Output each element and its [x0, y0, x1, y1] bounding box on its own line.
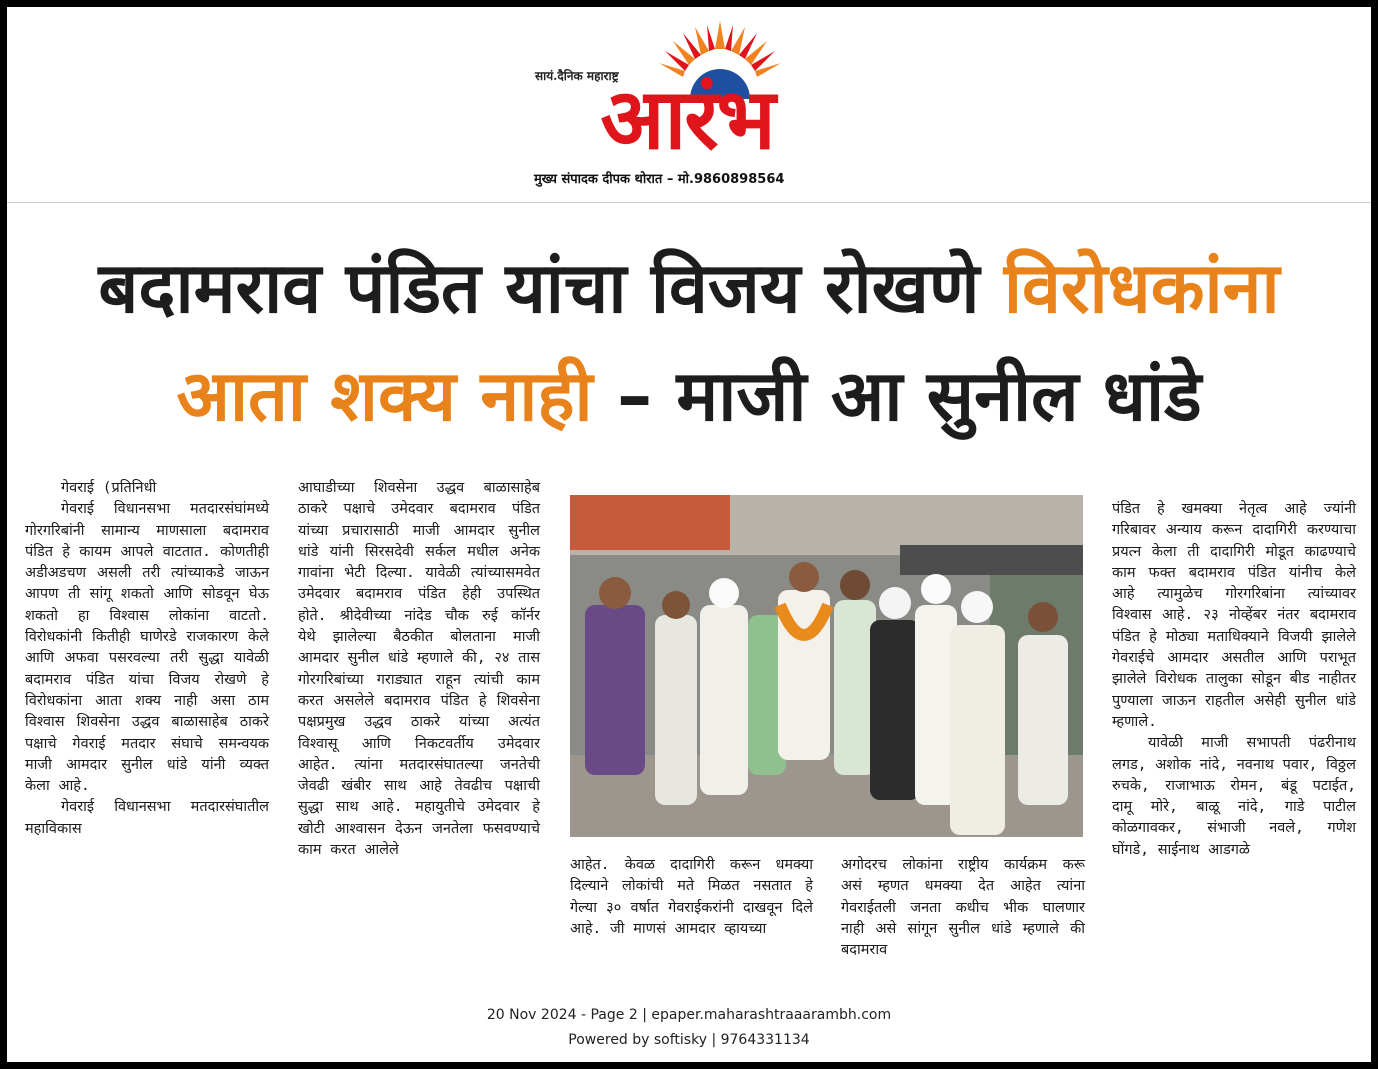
epaper-page: [7, 7, 1371, 1062]
article-paragraph: यावेळी माजी सभापती पंढरीनाथ लगड, अशोक नांदे, नवनाथ पवार, विठ्ठल रुचके, राजाभाऊ रोमन, बंडू पटाईत, दामू मोरे, बाळू नांदे, गाडे पाटील कोळगावकर, संभाजी नवले, गणेश घोंगडे, साईनाथ आडगळे: [1112, 735, 1357, 858]
article-paragraph: गेवराई विधानसभा मतदारसंघांमध्ये गोरगरिबांनी सामान्य माणसाला बदामराव पंडित हे कायम आपले वाटतात. कोणतीही अडीअडचण असली तरी त्यांच्याकडे जाऊन आपण ती सांगू शकतो आणि सोडवून घेऊ शकतो हा विश्वास लोकांना वाटतो. विरोधकांनी कितीही घाणेरडे राजकारण केले आणि अफवा पसरवल्या तरी सुद्धा यावेळी बदामराव पंडित यांचा विजय रोखणे हे विरोधकांना आता शक्य नाही असा ठाम विश्वास शिवसेना उद्धव बाळासाहेब ठाकरे पक्षाचे गेवराई मतदार संघाचे समन्वयक माजी आमदार सुनील धांडे यांनी व्यक्त केला आहे.: [25, 501, 269, 795]
article-paragraph: गेवराई विधानसभा मतदारसंघातील महाविकास: [25, 799, 269, 837]
article-paragraph: पंडित हे खमक्या नेतृत्व आहे ज्यांनी गरिबावर अन्याय करून दादागिरी करण्याचा प्रयत्न केला ती दादागिरी मोडूत काढण्याचे काम फक्त बदामराव पंडित यांनीच केले आहे त्यामुळेच गोरगरिबांना त्यांच्यावर विश्वास आहे. २३ नोव्हेंबर नंतर बदामराव पंडित हे मोठ्या मताधिक्याने विजयी झालेले गेवराईचे आमदार असतील आणि पराभूत झालेले विरोधक तालुका सोडून बीड नाहीतर पुण्याला जाऊन राहतील असेही सुनील धांडे म्हणाले.: [1112, 501, 1356, 730]
masthead-divider: [7, 202, 1371, 203]
newspaper-logo: आरंभ: [600, 70, 774, 168]
headline-dark-part: बदामराव पंडित यांचा विजय रोखणे: [98, 247, 980, 329]
article-paragraph: आहेत. केवळ दादागिरी करून धमक्या दिल्याने लोकांची मते मिळत नसतात हे गेल्या ३० वर्षात गेवराईकरांनी दाखवून दिले आहे. जी माणसं आमदार व्हायच्या: [570, 857, 813, 937]
article-column-1: [25, 478, 269, 840]
masthead-tagline: सायं.दैनिक महाराष्ट्र: [535, 69, 619, 83]
article-column-3: [570, 855, 813, 940]
article-column-4: [841, 855, 1085, 961]
article-dateline: गेवराई (प्रतिनिधी: [61, 480, 157, 496]
footer-powered-by: Powered by softisky | 9764331134: [568, 1032, 810, 1048]
headline-dark-part: – माजी आ सुनील धांडे: [617, 355, 1202, 437]
article-column-5: [1112, 499, 1356, 861]
article-paragraph: आघाडीच्या शिवसेना उद्धव बाळासाहेब ठाकरे पक्षाचे उमेदवार बदामराव पंडित यांच्या प्रचारासाठी माजी आमदार सुनील धांडे यांनी सिरसदेवी सर्कल मधील अनेक गावांना भेटी दिल्या. यावेळी त्यांच्यासमवेत उमेदवार बदामराव पंडित हेही उपस्थित होते. श्रीदेवीच्या नांदेड चौक रुई कॉर्नर येथे झालेल्या बैठकीत बोलताना माजी आमदार सुनील धांडे म्हणाले की, २४ तास गोरगरिबांच्या गराड्यात राहून त्यांची काम करत असलेले बदामराव पंडित हे शिवसेना पक्षप्रमुख उद्धव ठाकरे यांच्या अत्यंत विश्वासू आणि निकटवर्तीय उमेदवार आहेत. त्यांना मतदारसंघातल्या जनतेची जेवढी खंबीर साथ आहे तेवढीच पक्षाची सुद्धा साथ आहे. महायुतीचे उमेदवार हे खोटी आश्वासन देऊन जनतेला फसवण्याचे काम करत आलेले: [298, 480, 540, 859]
masthead: [7, 7, 1371, 203]
article-paragraph: अगोदरच लोकांना राष्ट्रीय कार्यक्रम करू असं म्हणत धमक्या देत आहेत त्यांना गेवराईतली जनता कधीच भीक घालणार नाही असे सांगून सुनील धांडे म्हणाले की बदामराव: [841, 857, 1085, 959]
event-photo: [570, 495, 1083, 837]
headline-line-2: [7, 353, 1371, 439]
article-column-2: [298, 478, 540, 861]
headline-orange-part: आता शक्य नाही: [176, 355, 593, 437]
editor-contact: मुख्य संपादक दीपक थोरात – मो.9860898564: [534, 172, 785, 187]
headline-line-1: [7, 245, 1371, 331]
headline-orange-part: विरोधकांना: [1003, 247, 1280, 329]
footer-date-page: 20 Nov 2024 - Page 2 | epaper.maharashtraaarambh.com: [486, 1007, 892, 1023]
